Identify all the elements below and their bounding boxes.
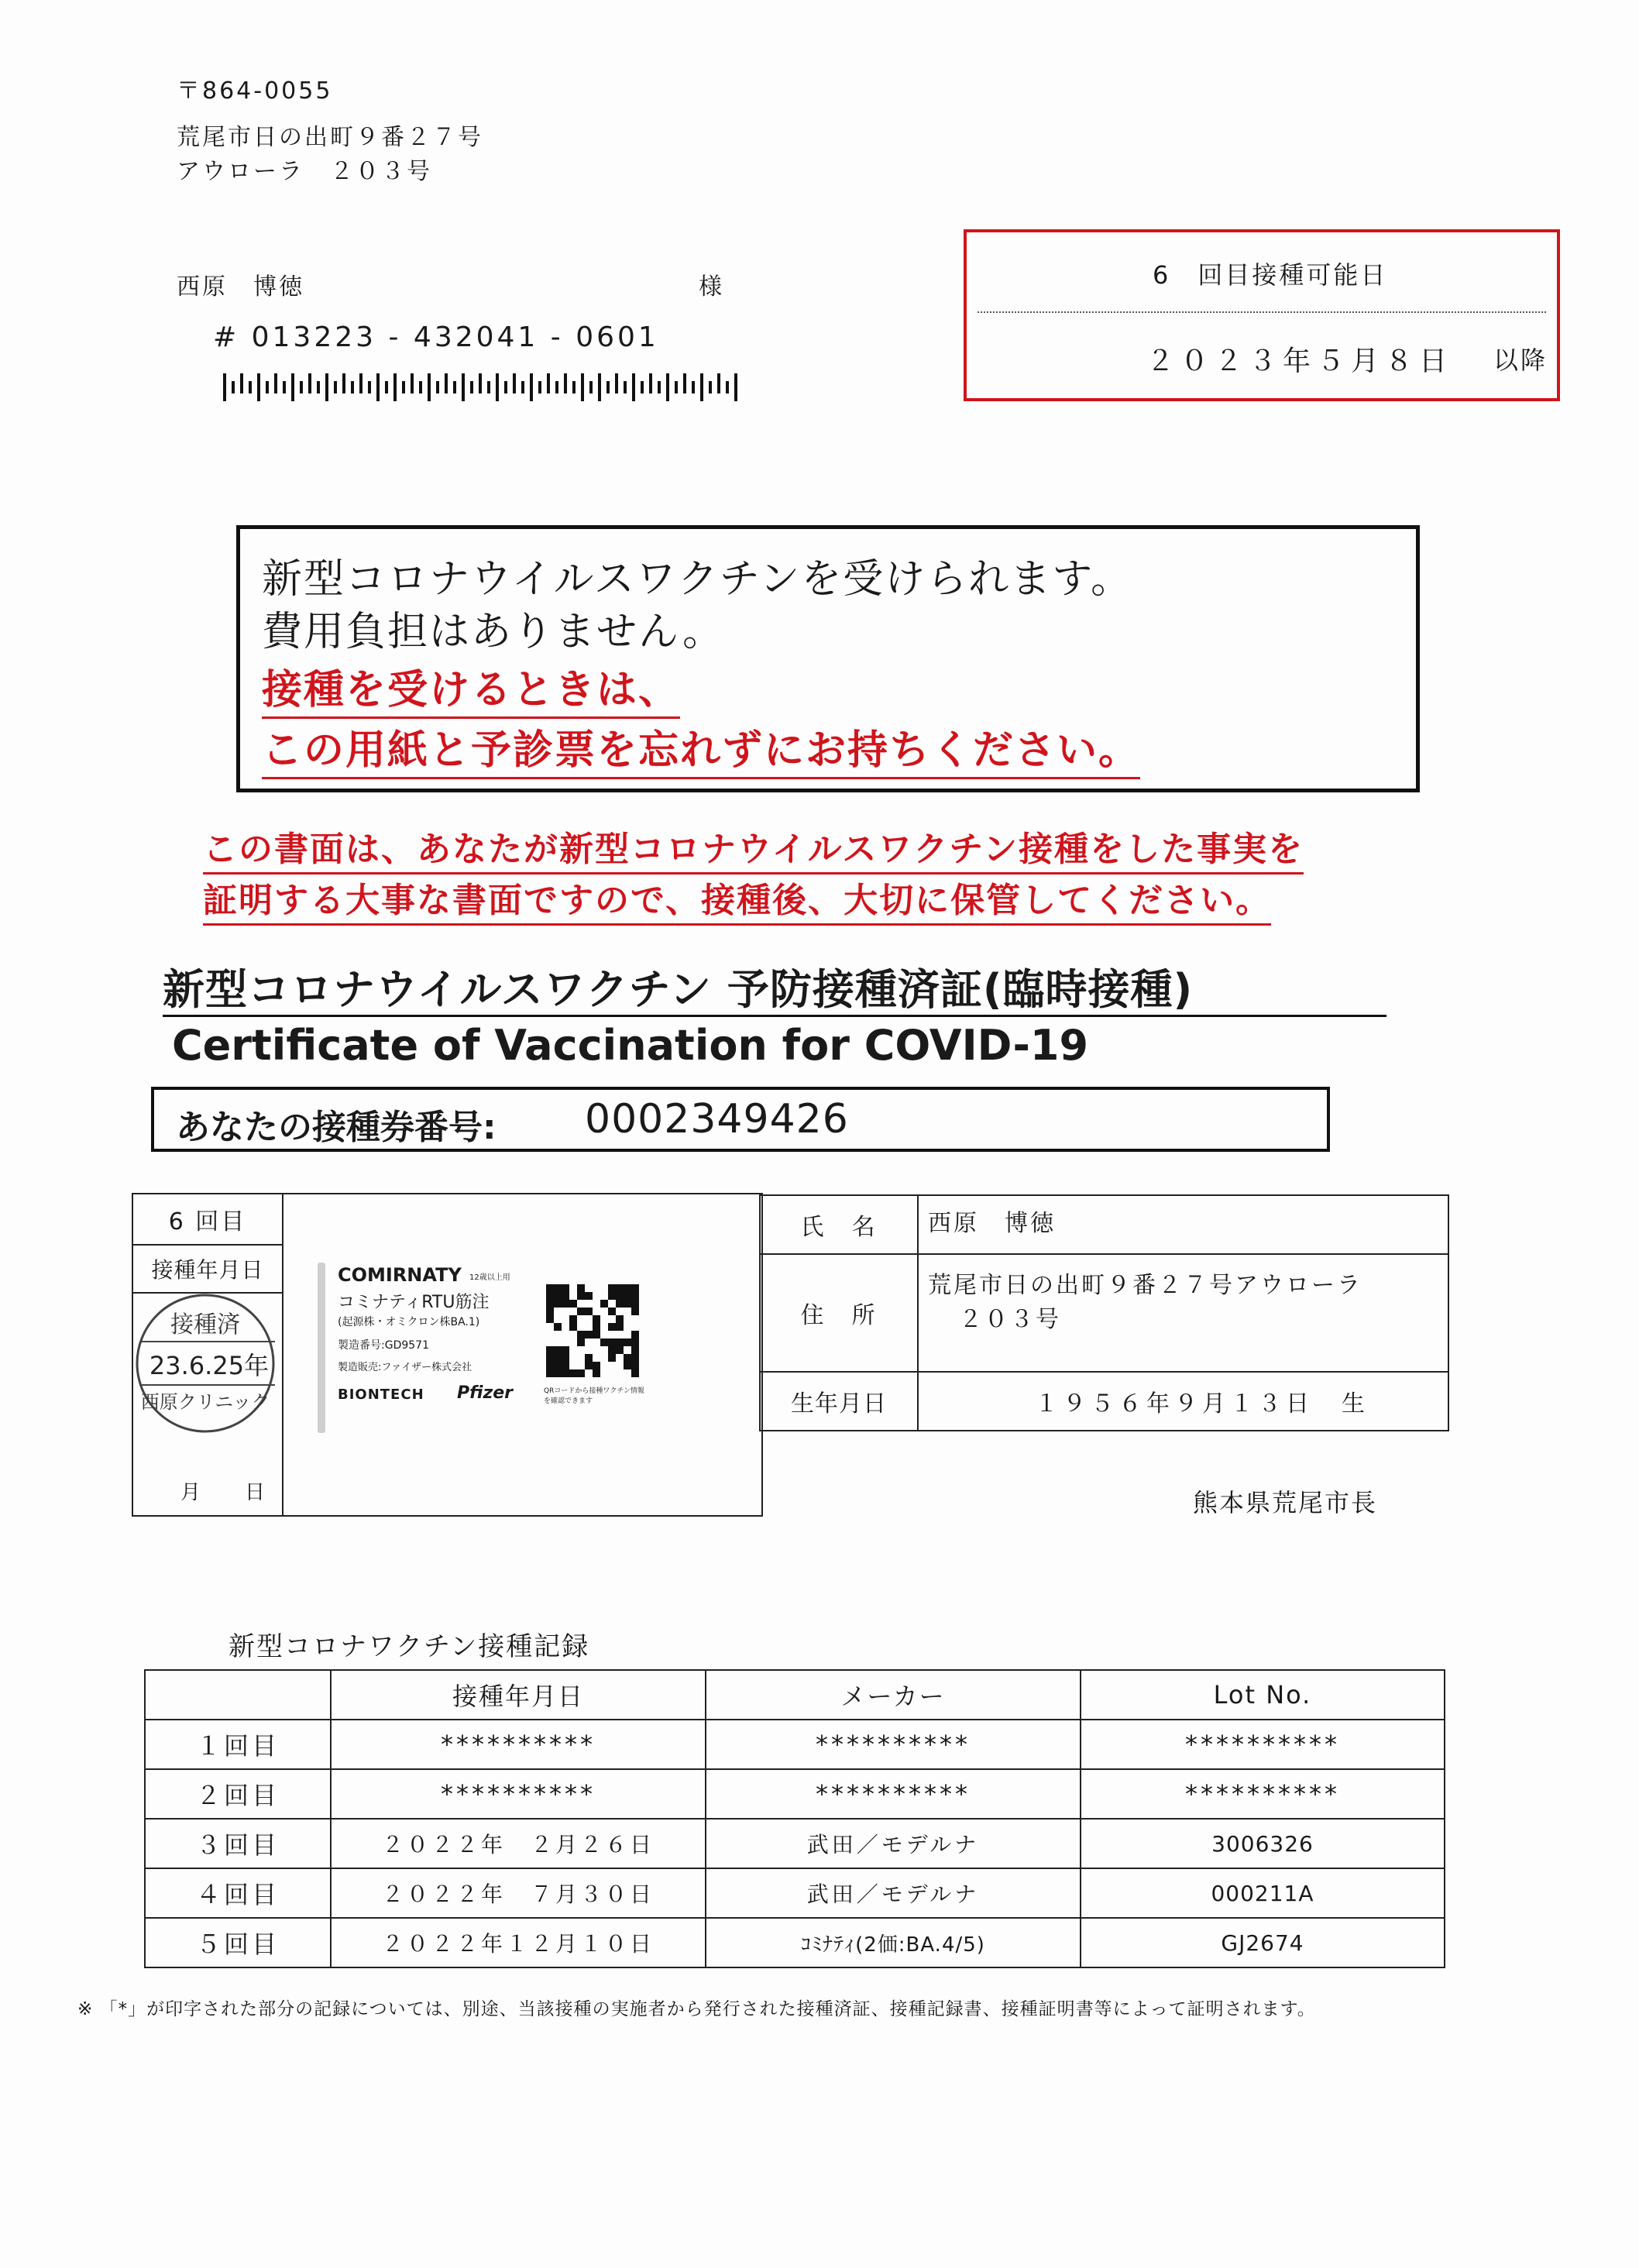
- qr-cell: [600, 1300, 608, 1308]
- qr-code-icon: [546, 1284, 639, 1377]
- barcode-bar: [504, 381, 507, 393]
- qr-cell: [554, 1354, 562, 1362]
- barcode-bar: [283, 381, 286, 393]
- qr-cell: [554, 1362, 562, 1369]
- stamp-month: 月: [180, 1481, 204, 1504]
- barcode-bar: [393, 373, 397, 401]
- maker-cell: **********: [706, 1720, 1081, 1769]
- qr-cell: [562, 1300, 569, 1308]
- barcode-bar: [555, 381, 558, 393]
- qr-note-2: を確認できます: [544, 1397, 593, 1405]
- qr-cell: [546, 1308, 554, 1315]
- issuer: 熊本県荒尾市長: [1193, 1488, 1378, 1517]
- qr-cell: [546, 1300, 554, 1308]
- date-cell: **********: [331, 1769, 706, 1819]
- barcode-bar: [249, 381, 252, 393]
- qr-cell: [554, 1284, 562, 1292]
- date-cell: ２０２２年１２月１０日: [331, 1918, 706, 1967]
- maker-cell: 武田／モデルナ: [706, 1868, 1081, 1918]
- barcode-bar: [385, 381, 388, 393]
- address-value-line-1: 荒尾市日の出町９番２７号アウローラ: [928, 1272, 1362, 1299]
- ticket-label: あなたの接種券番号:: [176, 1108, 497, 1147]
- records-title: 新型コロナワクチン接種記録: [228, 1631, 590, 1662]
- notice-line-1: 新型コロナウイルスワクチンを受けられます。: [262, 556, 1133, 603]
- qr-cell: [593, 1315, 600, 1323]
- vaccination-records-table: [144, 1669, 1445, 1968]
- barcode-bar: [232, 381, 235, 393]
- qr-cell: [562, 1362, 569, 1369]
- ticket-number-box: [151, 1087, 1330, 1152]
- qr-cell: [546, 1315, 554, 1323]
- certificate-title-en: Certificate of Vaccination for COVID-19: [172, 1021, 1089, 1070]
- recipient-name: 西原 博徳: [177, 273, 304, 301]
- notice-line-3: 接種を受けるときは、: [262, 657, 680, 719]
- lot-cell: **********: [1081, 1720, 1445, 1769]
- table-row: [145, 1868, 1445, 1918]
- barcode-bar: [615, 373, 618, 393]
- qr-cell: [593, 1369, 600, 1377]
- qr-cell: [600, 1338, 608, 1346]
- dob-label: 生年月日: [760, 1372, 918, 1431]
- qr-cell: [546, 1292, 554, 1300]
- barcode-bar: [717, 373, 720, 393]
- barcode-bar: [564, 373, 567, 393]
- address-line-2: アウローラ ２０３号: [177, 158, 432, 185]
- qr-cell: [546, 1369, 554, 1377]
- barcode-bar: [428, 373, 431, 401]
- qr-cell: [593, 1331, 600, 1338]
- ticket-number: 0002349426: [585, 1096, 849, 1143]
- barcode-bar: [547, 373, 550, 393]
- name-value: 西原 博徳: [918, 1195, 1448, 1254]
- barcode-bar: [709, 381, 712, 393]
- qr-cell: [608, 1346, 616, 1354]
- barcode-bar: [342, 373, 345, 393]
- barcode-bar: [325, 373, 328, 401]
- qr-cell: [631, 1362, 639, 1369]
- barcode-bar: [632, 373, 635, 401]
- barcode-bar: [496, 373, 499, 401]
- qr-cell: [585, 1308, 593, 1315]
- stamp-day: 日: [244, 1481, 267, 1504]
- qr-cell: [608, 1308, 616, 1315]
- qr-cell: [577, 1308, 585, 1315]
- date-label: 接種年月日: [132, 1245, 283, 1293]
- barcode-bar: [513, 373, 516, 393]
- barcode-bar: [274, 373, 277, 393]
- sticker-edge: [318, 1263, 325, 1433]
- barcode-bar: [649, 373, 652, 393]
- qr-cell: [585, 1354, 593, 1362]
- qr-cell: [624, 1300, 631, 1308]
- date-cell: ２０２２年 ２月２６日: [331, 1819, 706, 1868]
- qr-cell: [554, 1369, 562, 1377]
- barcode-bar: [530, 373, 533, 401]
- header-maker: メーカー: [706, 1670, 1081, 1720]
- qr-cell: [616, 1315, 624, 1323]
- qr-cell: [546, 1284, 554, 1292]
- dose-cell: １回目: [145, 1720, 331, 1769]
- vaccine-sticker: [318, 1255, 658, 1441]
- barcode-bar: [589, 381, 593, 393]
- vaccination-eligibility-box: [964, 229, 1560, 401]
- qr-cell: [577, 1369, 585, 1377]
- dob-value: １９５６年９月１３日 生: [918, 1372, 1448, 1431]
- barcode-bar: [308, 373, 311, 393]
- qr-cell: [631, 1346, 639, 1354]
- header-lot: Lot No.: [1081, 1670, 1445, 1720]
- qr-cell: [616, 1300, 624, 1308]
- qr-cell: [546, 1346, 554, 1354]
- barcode-bar: [641, 381, 644, 393]
- barcode-bar: [462, 373, 465, 401]
- address-value: [918, 1254, 1448, 1372]
- vial-brand: COMIRNATY: [338, 1264, 462, 1286]
- header-date: 接種年月日: [331, 1670, 706, 1720]
- barcode-bar: [351, 381, 354, 393]
- dose-cell: ３回目: [145, 1819, 331, 1868]
- eligibility-suffix: 以降: [1493, 345, 1548, 375]
- barcode-bar: [376, 373, 380, 401]
- qr-cell: [616, 1292, 624, 1300]
- lot-cell: 3006326: [1081, 1819, 1445, 1868]
- qr-cell: [624, 1362, 631, 1369]
- vial-age-note: 12歳以上用: [469, 1273, 510, 1282]
- barcode-bar: [666, 373, 669, 401]
- barcode-bar: [683, 373, 686, 393]
- barcode-bar: [538, 381, 541, 393]
- lot-cell: **********: [1081, 1769, 1445, 1819]
- eligibility-date: ２０２３年５月８日: [1146, 345, 1454, 377]
- dose-cell: ５回目: [145, 1918, 331, 1967]
- qr-cell: [608, 1292, 616, 1300]
- address-line-1: 荒尾市日の出町９番２７号: [177, 124, 483, 151]
- stamp-line-1: 接種済: [170, 1311, 240, 1338]
- qr-cell: [631, 1292, 639, 1300]
- qr-cell: [569, 1369, 577, 1377]
- barcode-bar: [240, 373, 243, 393]
- maker-cell: 武田／モデルナ: [706, 1819, 1081, 1868]
- qr-cell: [624, 1284, 631, 1292]
- clinic-stamp: [132, 1278, 287, 1441]
- certificate-title-jp: 新型コロナウイルスワクチン 予防接種済証(臨時接種): [163, 965, 1194, 1014]
- qr-cell: [624, 1338, 631, 1346]
- qr-cell: [624, 1292, 631, 1300]
- qr-cell: [577, 1331, 585, 1338]
- barcode-bar: [572, 381, 576, 393]
- barcode-bar: [692, 381, 695, 393]
- barcode-bar: [334, 381, 337, 393]
- barcode-bar: [606, 381, 610, 393]
- qr-cell: [569, 1323, 577, 1331]
- qr-cell: [585, 1292, 593, 1300]
- barcode-bar: [359, 373, 363, 393]
- vial-lot: 製造番号:GD9571: [338, 1339, 429, 1352]
- barcode-bar: [445, 373, 448, 393]
- qr-cell: [616, 1284, 624, 1292]
- qr-cell: [631, 1308, 639, 1315]
- table-row: [145, 1918, 1445, 1967]
- title-rule: [163, 1015, 1386, 1017]
- qr-cell: [631, 1338, 639, 1346]
- qr-cell: [616, 1346, 624, 1354]
- barcode-bar: [734, 373, 737, 401]
- qr-cell: [546, 1362, 554, 1369]
- barcode-bar: [257, 373, 260, 401]
- qr-cell: [631, 1300, 639, 1308]
- stamp-line-2: 23.6.25年: [149, 1351, 270, 1380]
- personal-info-table: [759, 1194, 1449, 1431]
- qr-cell: [616, 1323, 624, 1331]
- dose-label: 6 回目: [132, 1194, 283, 1245]
- name-label: 氏 名: [760, 1195, 918, 1254]
- qr-cell: [608, 1354, 616, 1362]
- barcode-bar: [266, 381, 269, 393]
- qr-cell: [631, 1354, 639, 1362]
- barcode-bar: [300, 381, 303, 393]
- barcode-bar: [436, 381, 439, 393]
- qr-note-1: QRコードから接種ワクチン情報: [544, 1387, 644, 1395]
- barcode-bar: [470, 381, 473, 393]
- barcode-bar: [487, 381, 490, 393]
- qr-cell: [577, 1292, 585, 1300]
- lot-cell: 000211A: [1081, 1868, 1445, 1918]
- table-row: [145, 1769, 1445, 1819]
- qr-cell: [608, 1323, 616, 1331]
- qr-cell: [562, 1354, 569, 1362]
- barcode-bar: [453, 381, 456, 393]
- barcode-bar: [368, 381, 371, 393]
- eligibility-label: 6 回目接種可能日: [1153, 260, 1388, 290]
- maker-cell: ｺﾐﾅﾃｨ(2価:BA.4/5): [706, 1918, 1081, 1967]
- barcode-bar: [675, 381, 678, 393]
- barcode-bar: [700, 373, 703, 401]
- header-blank: [145, 1670, 331, 1720]
- barcode-bar: [411, 373, 414, 393]
- barcode-bar: [402, 381, 405, 393]
- qr-cell: [562, 1369, 569, 1377]
- qr-cell: [562, 1346, 569, 1354]
- qr-cell: [554, 1292, 562, 1300]
- qr-cell: [624, 1354, 631, 1362]
- qr-cell: [631, 1331, 639, 1338]
- stamp-line-3: 西原クリニック: [140, 1391, 270, 1413]
- qr-cell: [631, 1284, 639, 1292]
- dose-cell: ２回目: [145, 1769, 331, 1819]
- barcode-bar: [658, 381, 661, 393]
- table-row: [145, 1720, 1445, 1769]
- footnote: ※ 「*」が印字された部分の記録については、別途、当該接種の実施者から発行された接種済証、接種記録書、接種証明書等によって証明されます。: [77, 1999, 1316, 2019]
- date-cell: ２０２２年 ７月３０日: [331, 1868, 706, 1918]
- vial-variant: (起源株・オミクロン株BA.1): [338, 1316, 480, 1328]
- notice-line-4: この用紙と予診票を忘れずにお持ちください。: [262, 717, 1140, 779]
- maker-cell: **********: [706, 1769, 1081, 1819]
- barcode-bar: [581, 373, 584, 401]
- qr-cell: [585, 1362, 593, 1369]
- qr-cell: [631, 1369, 639, 1377]
- barcode-bar: [598, 373, 601, 401]
- honorific: 様: [699, 273, 724, 301]
- important-notice-line-1: この書面は、あなたが新型コロナウイルスワクチン接種をした事実を: [203, 821, 1304, 875]
- qr-cell: [593, 1323, 600, 1331]
- qr-cell: [608, 1284, 616, 1292]
- vial-seller: 製造販売:ファイザー株式会社: [338, 1362, 472, 1373]
- divider: [978, 311, 1546, 313]
- notice-line-2: 費用負担はありません。: [262, 609, 725, 655]
- qr-cell: [562, 1292, 569, 1300]
- vial-name: コミナティRTU筋注: [338, 1293, 490, 1312]
- postal-code: 〒864-0055: [177, 77, 333, 105]
- qr-cell: [616, 1338, 624, 1346]
- qr-cell: [554, 1300, 562, 1308]
- barcode-bar: [223, 373, 226, 401]
- id-number: # 013223 - 432041 - 0601: [213, 321, 659, 353]
- qr-cell: [554, 1323, 562, 1331]
- qr-cell: [569, 1300, 577, 1308]
- qr-cell: [585, 1331, 593, 1338]
- qr-cell: [546, 1354, 554, 1362]
- qr-cell: [593, 1362, 600, 1369]
- barcode-bar: [317, 381, 320, 393]
- important-notice-line-2: 証明する大事な書面ですので、接種後、大切に保管してください。: [203, 872, 1271, 926]
- qr-cell: [577, 1338, 585, 1346]
- qr-cell: [608, 1338, 616, 1346]
- qr-cell: [577, 1284, 585, 1292]
- lot-cell: GJ2674: [1081, 1918, 1445, 1967]
- pfizer-logo: Pfizer: [457, 1383, 514, 1403]
- barcode-bar: [726, 381, 729, 393]
- biontech-logo: BIONTECH: [338, 1387, 424, 1403]
- barcode-bar: [419, 381, 422, 393]
- address-label: 住 所: [760, 1254, 918, 1372]
- address-value-line-2: ２０３号: [959, 1306, 1061, 1333]
- date-cell: **********: [331, 1720, 706, 1769]
- notice-box: [236, 525, 1420, 792]
- barcode-bar: [479, 373, 482, 393]
- qr-cell: [569, 1315, 577, 1323]
- table-row: [145, 1819, 1445, 1868]
- barcode-bar: [521, 381, 524, 393]
- qr-cell: [554, 1346, 562, 1354]
- barcode-bar: [291, 373, 294, 401]
- dose-cell: ４回目: [145, 1868, 331, 1918]
- qr-note: [544, 1385, 652, 1405]
- postal-barcode: [223, 373, 765, 401]
- qr-cell: [562, 1284, 569, 1292]
- barcode-bar: [624, 381, 627, 393]
